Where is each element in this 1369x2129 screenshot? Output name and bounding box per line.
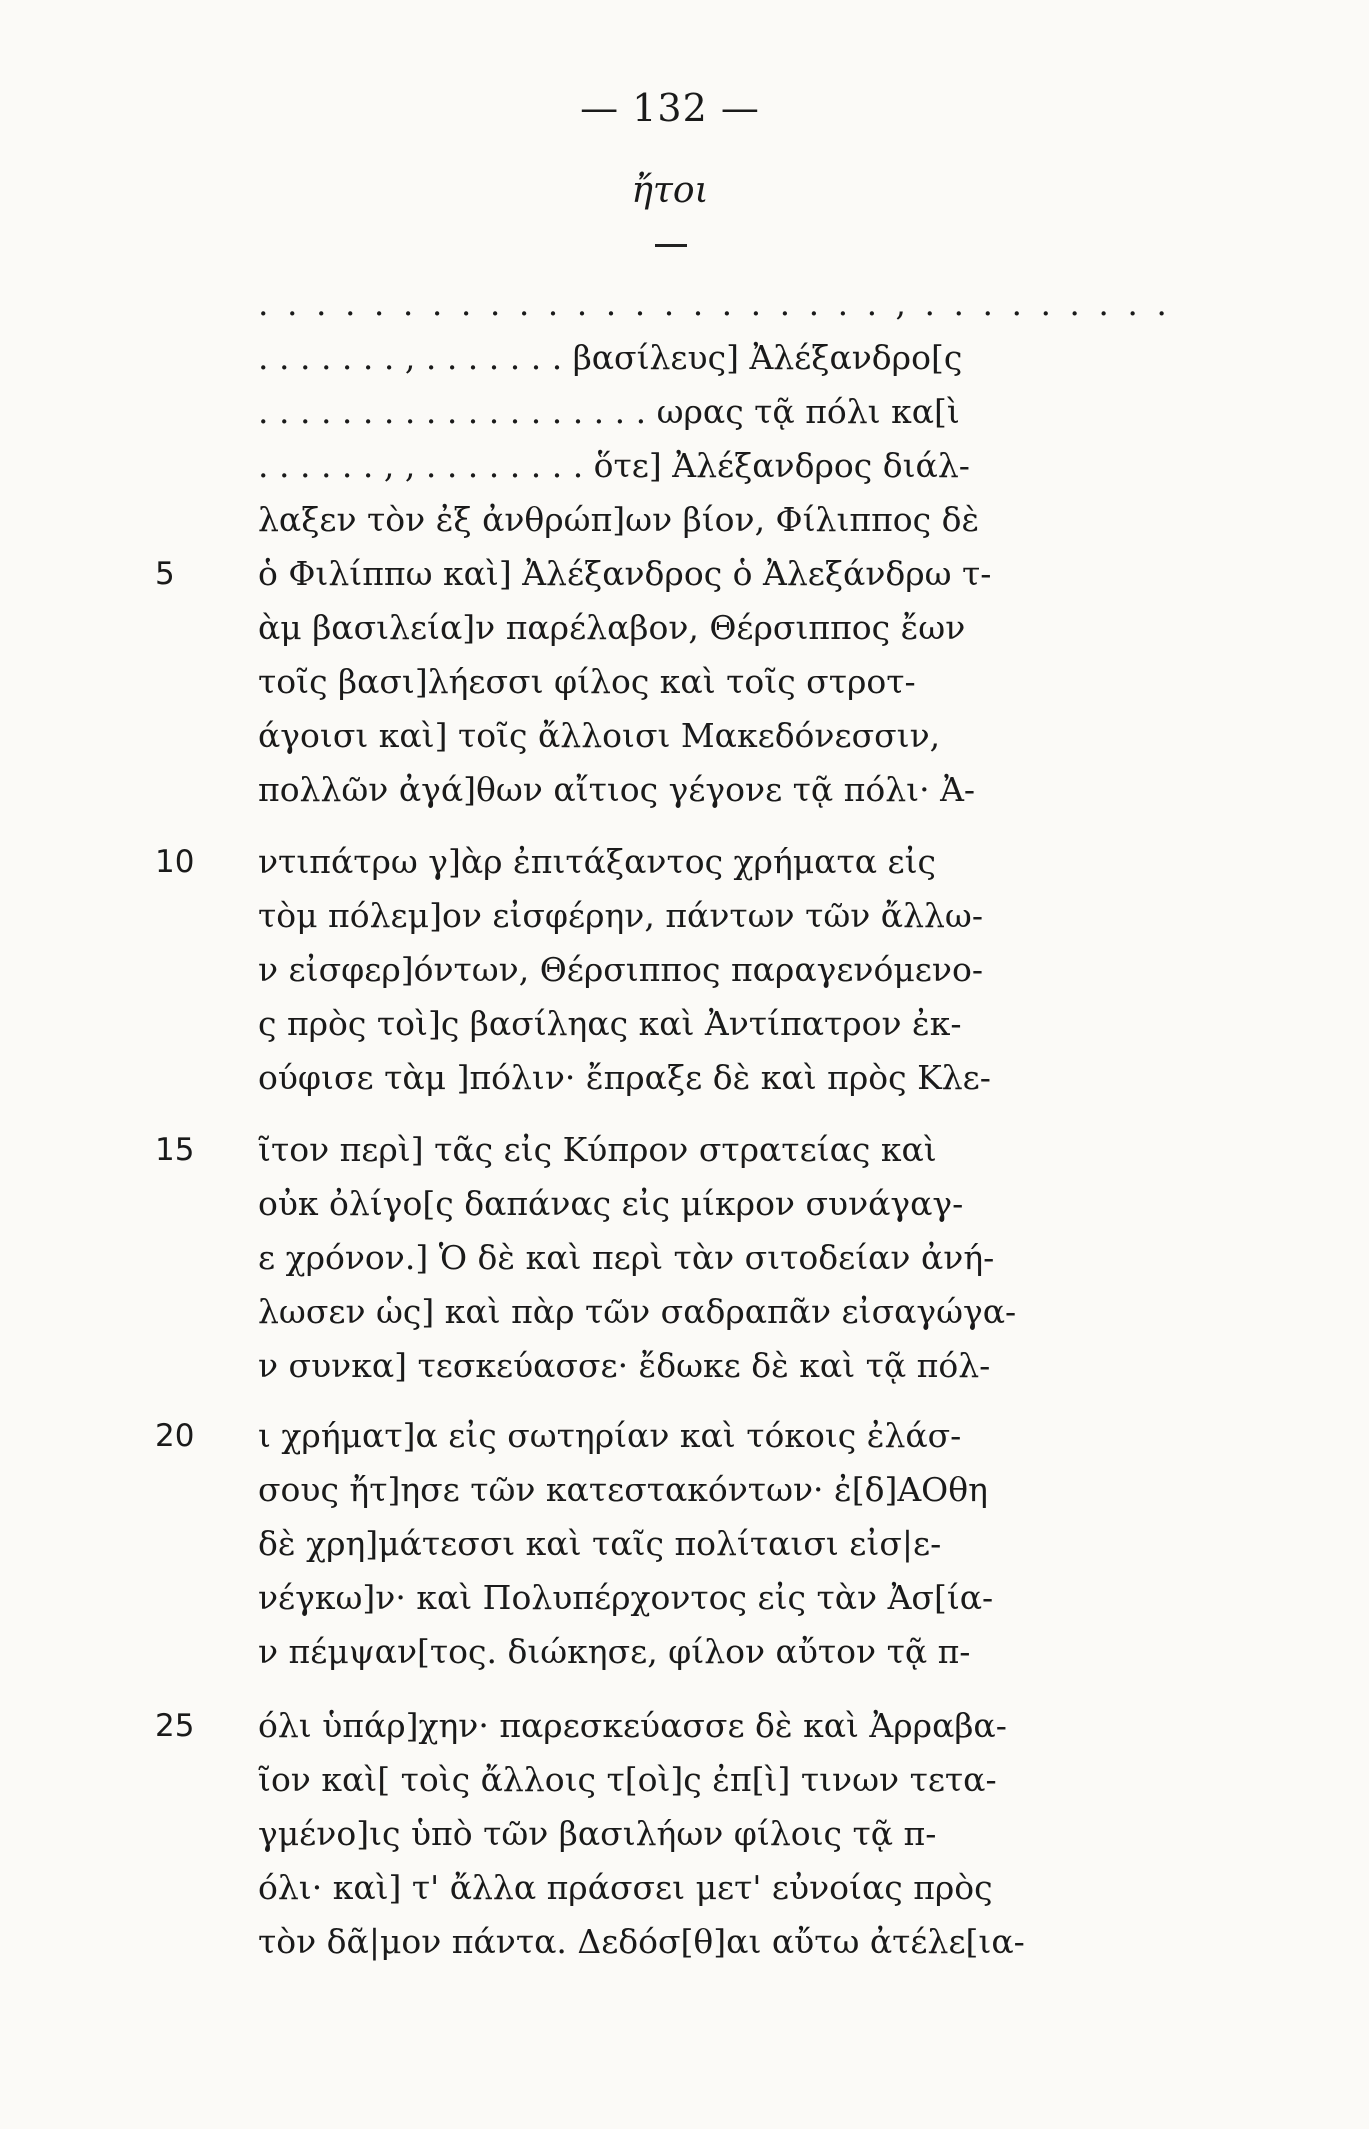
text-line-14: ούφισε τὰμ ]πόλιν· ἔπραξε δὲ καὶ πρὸς Κλε- bbox=[258, 1058, 991, 1097]
text-line-8: άγοισι καὶ] τοῖς ἄλλοισι Μακεδόνεσσιν, bbox=[258, 716, 941, 755]
text-line-19: ν συνκα] τεσκεύασσε· ἔδωκε δὲ καὶ τᾷ πόλ- bbox=[258, 1346, 991, 1385]
line-number-15: 15 bbox=[155, 1132, 195, 1168]
text-line-5: ὁ Φιλίππω καὶ] Ἀλέξανδρος ὁ Ἀλεξάνδρω τ- bbox=[258, 554, 992, 593]
text-line-28: όλι· καὶ] τ' ἄλλα πράσσει μετ' εὐνοίας πρὸς bbox=[258, 1868, 993, 1907]
text-line-0: . . . . . . . . . . . . . . . . . . . . . . , . . . . . . . . . bbox=[258, 284, 1171, 323]
text-line-22: δὲ χρη]μάτεσσι καὶ ταῖς πολίταισι εἰσ|ε- bbox=[258, 1524, 942, 1563]
text-line-21: σους ἤτ]ησε τῶν κατεστακόντων· ἐ[δ]ΑΟθη bbox=[258, 1470, 988, 1509]
line-number-20: 20 bbox=[155, 1418, 195, 1454]
text-line-1: . . . . . . . , . . . . . . . βασίλευς] Ἀλέξανδρο[ς bbox=[258, 338, 963, 377]
text-line-20: ι χρήματ]α εἰς σωτηρίαν καὶ τόκοις ἐλάσ- bbox=[258, 1416, 962, 1455]
text-line-17: ε χρόνον.] Ὁ δὲ καὶ περὶ τὰν σιτοδείαν ἀνή- bbox=[258, 1238, 995, 1277]
text-line-10: ντιπάτρω γ]ὰρ ἐπιτάξαντος χρήματα εἰς bbox=[258, 842, 936, 881]
text-line-16: οὐκ ὀλίγο[ς δαπάνας εἰς μίκρον συνάγαγ- bbox=[258, 1184, 964, 1223]
line-number-5: 5 bbox=[155, 556, 175, 592]
heading-etoi: ἤτοι bbox=[631, 170, 709, 211]
text-line-3: . . . . . . , , . . . . . . . . ὅτε] Ἀλέξανδρος διάλ- bbox=[258, 446, 970, 485]
text-line-15: ῖτον περὶ] τᾶς εἰς Κύπρον στρατείας καὶ bbox=[258, 1130, 937, 1169]
text-line-25: όλι ὑπάρ]χην· παρεσκεύασσε δὲ καὶ Ἀρραβα- bbox=[258, 1706, 1007, 1745]
text-line-24: ν πέμψαν[τος. διώκησε, φίλον αὔτον τᾷ π- bbox=[258, 1632, 971, 1671]
text-line-9: πολλῶν ἀγά]θων αἴτιος γέγονε τᾷ πόλι· Ἀ- bbox=[258, 770, 976, 809]
text-line-13: ς πρὸς τοὶ]ς βασίληας καὶ Ἀντίπατρον ἐκ- bbox=[258, 1004, 962, 1043]
text-line-27: γμένο]ις ὑπὸ τῶν βασιλήων φίλοις τᾷ π- bbox=[258, 1814, 937, 1853]
text-line-7: τοῖς βασι]λήεσσι φίλος καὶ τοῖς στροτ- bbox=[258, 662, 916, 701]
text-line-6: ὰμ βασιλεία]ν παρέλαβον, Θέρσιππος ἔων bbox=[258, 608, 966, 647]
line-number-10: 10 bbox=[155, 844, 195, 880]
text-line-11: τὸμ πόλεμ]ον εἰσφέρην, πάντων τῶν ἄλλω- bbox=[258, 896, 983, 935]
line-number-25: 25 bbox=[155, 1708, 195, 1744]
text-line-29: τὸν δᾶ|μον πάντα. Δεδόσ[θ]αι αὔτω ἀτέλε[ια- bbox=[258, 1922, 1025, 1961]
text-line-26: ῖον καὶ[ τοὶς ἄλλοις τ[οὶ]ς ἐπ[ὶ] τινων τετα- bbox=[258, 1760, 997, 1799]
text-line-4: λαξεν τὸν ἐξ ἀνθρώπ]ων βίον, Φίλιππος δὲ bbox=[258, 500, 980, 539]
text-line-2: . . . . . . . . . . . . . . . . . . . ωρας τᾷ πόλι κα[ὶ bbox=[258, 392, 960, 431]
text-line-12: ν εἰσφερ]όντων, Θέρσιππος παραγενόμενο- bbox=[258, 950, 983, 989]
text-line-23: νέγκω]ν· καὶ Πολυπέρχοντος εἰς τὰν Ἀσ[ία- bbox=[258, 1578, 994, 1617]
text-line-18: λωσεν ὡς] καὶ πὰρ τῶν σαδραπᾶν εἰσαγώγα- bbox=[258, 1292, 1017, 1331]
separator-rule bbox=[655, 244, 687, 247]
page-number: — 132 — bbox=[580, 86, 760, 130]
